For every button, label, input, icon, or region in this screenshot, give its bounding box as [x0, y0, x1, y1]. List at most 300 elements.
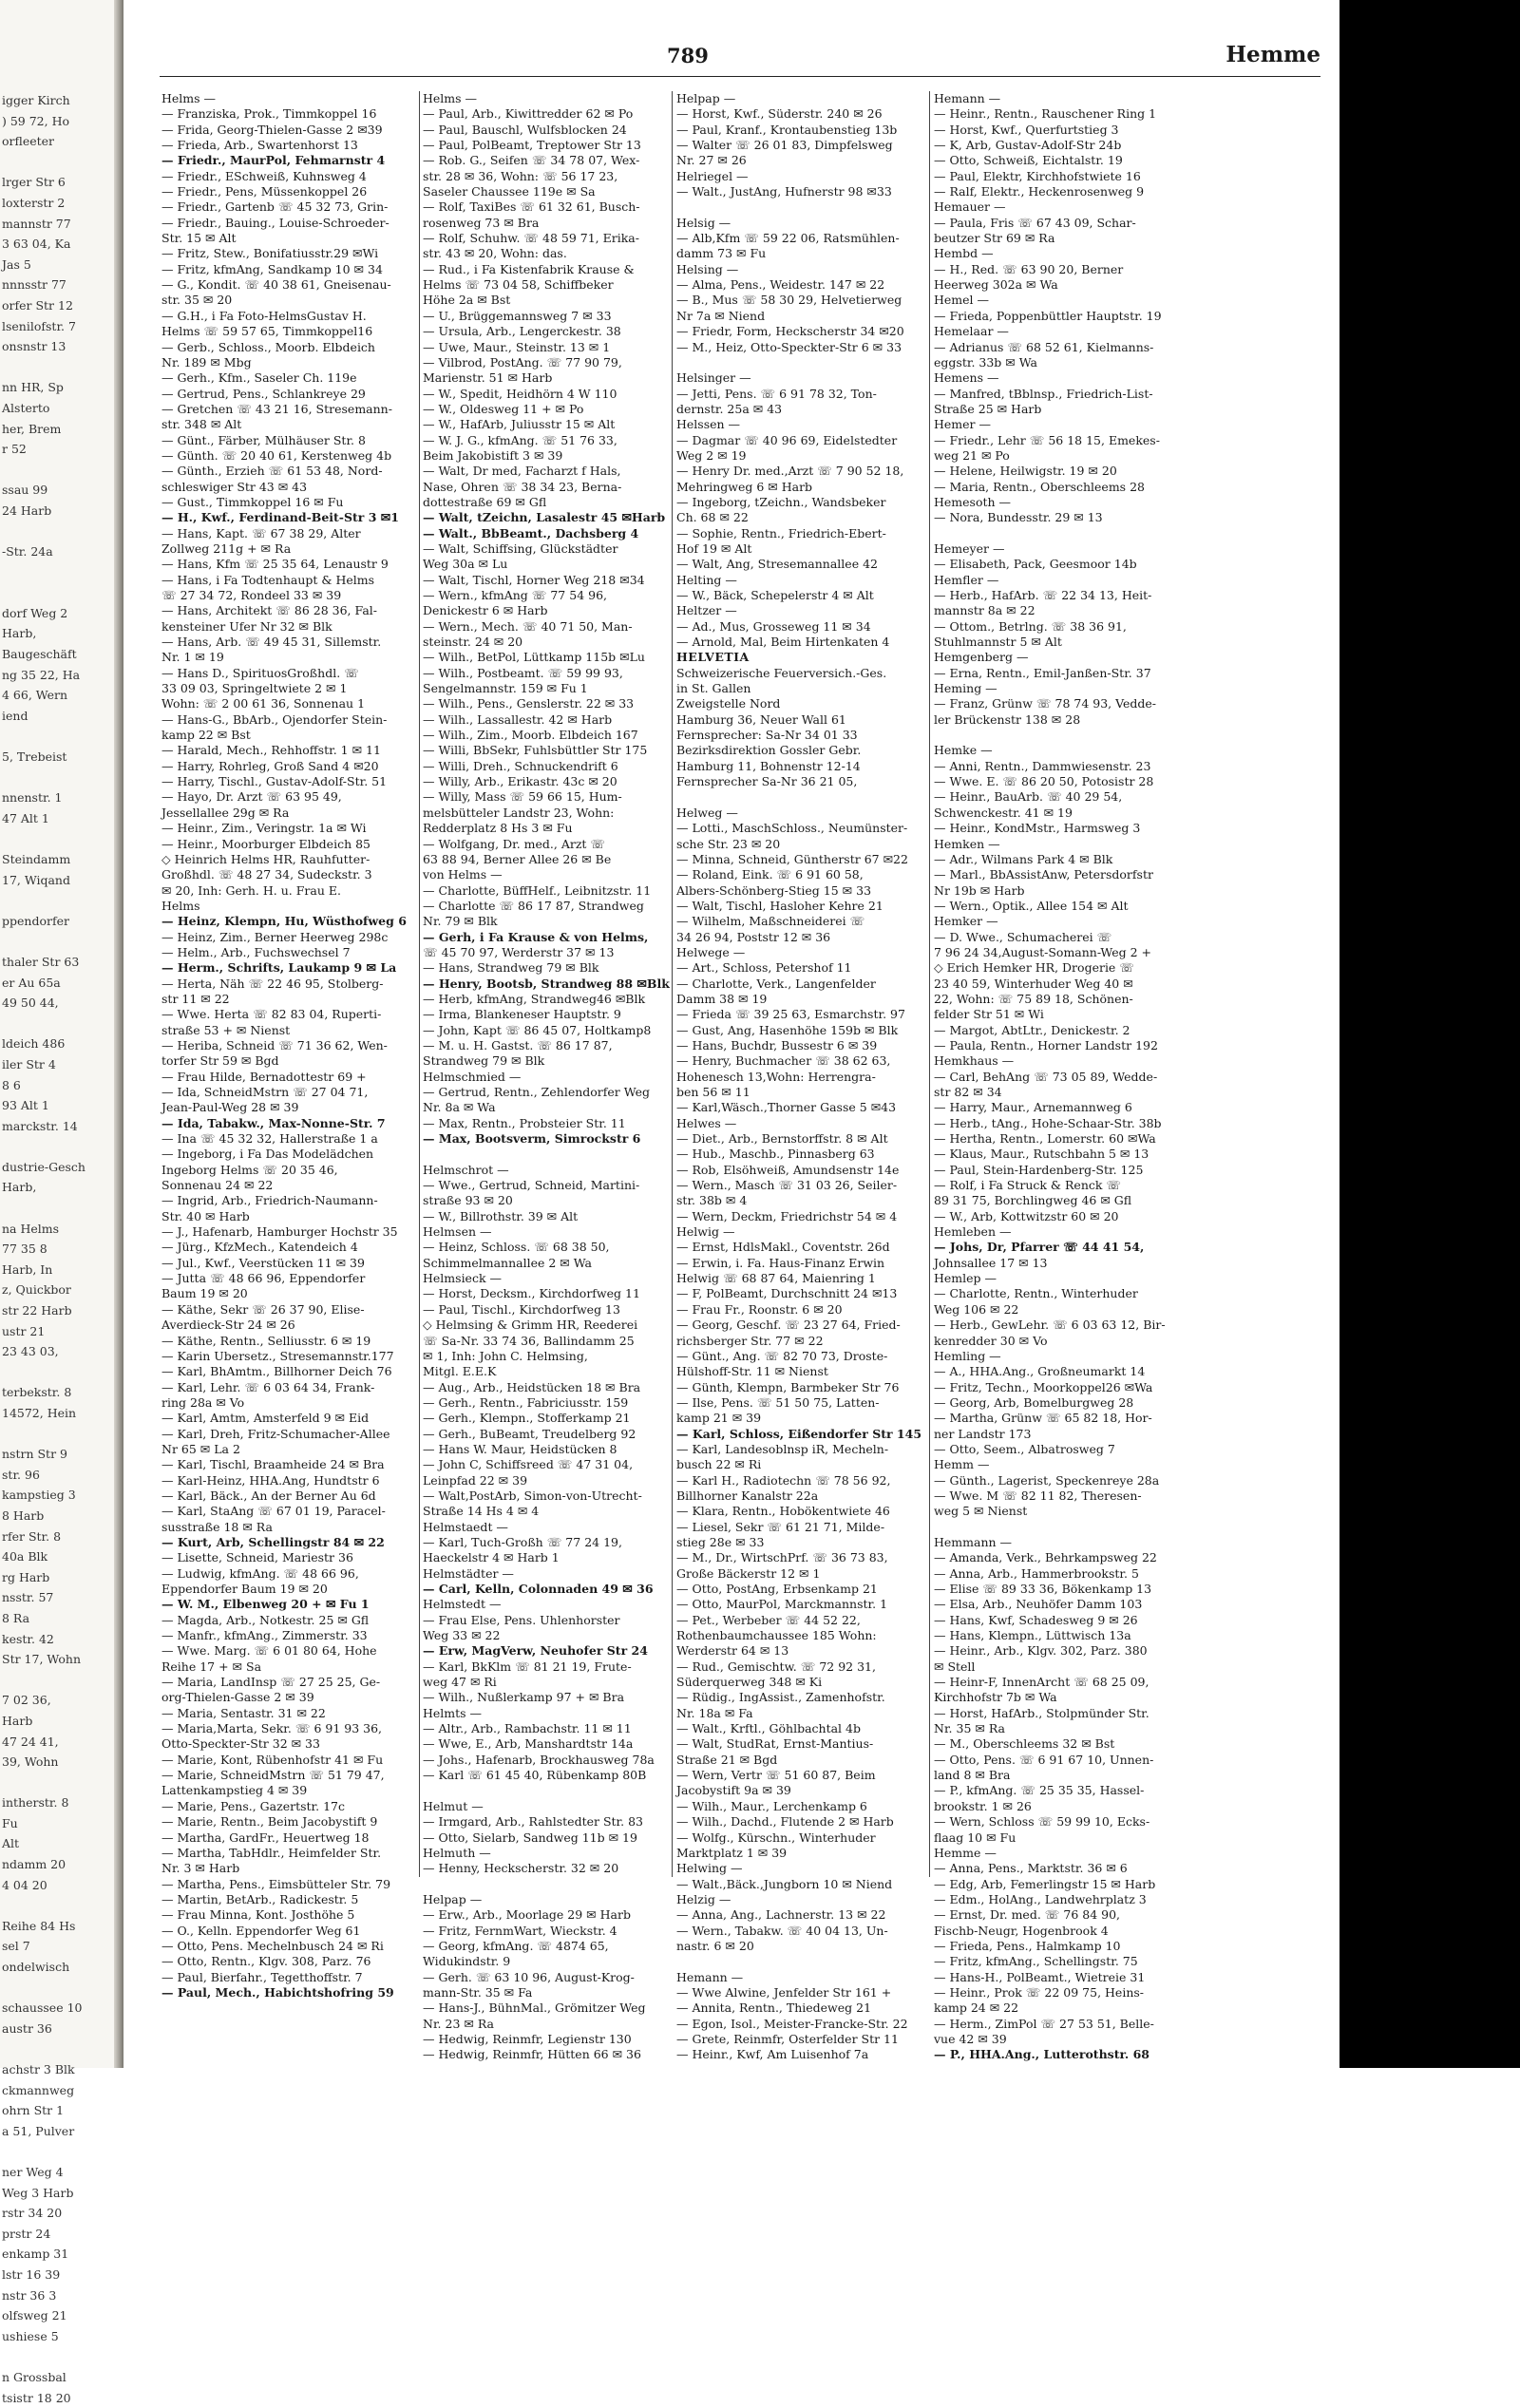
directory-entry: — Paula, Rentn., Horner Landstr 192: [934, 1038, 1183, 1053]
directory-entry: — Hans W. Maur, Heidstücken 8: [423, 1442, 668, 1457]
directory-entry: — Ludwig, kfmAng. ☏ 48 66 96,: [162, 1566, 416, 1582]
left-page-fragment: dustrie-Gesch: [2, 1157, 124, 1178]
directory-entry: Heming —: [934, 681, 1183, 696]
directory-entry: — Marie, Rentn., Beim Jacobystift 9: [162, 1814, 416, 1830]
directory-entry: — G.H., i Fa Foto-HelmsGustav H.: [162, 309, 416, 324]
directory-entry: — Wilh., Maur., Lerchenkamp 6: [676, 1799, 925, 1814]
directory-entry: — Anna, Pens., Marktstr. 36 ✉ 6: [934, 1861, 1183, 1876]
directory-entry: — Edm., HolAng., Landwehrplatz 3: [934, 1892, 1183, 1907]
directory-entry: schleswiger Str 43 ✉ 43: [162, 480, 416, 495]
directory-entry: Nr. 3 ✉ Harb: [162, 1861, 416, 1876]
directory-entry: Helzig —: [676, 1892, 925, 1907]
directory-entry: Straße 14 Hs 4 ✉ 4: [423, 1504, 668, 1519]
directory-entry: Hülshoff-Str. 11 ✉ Nienst: [676, 1364, 925, 1379]
directory-entry: — Walter ☏ 26 01 83, Dimpfelsweg: [676, 138, 925, 153]
directory-entry: felder Str 51 ✉ Wi: [934, 1007, 1183, 1022]
directory-entry: — Henny, Heckscherstr. 32 ✉ 20: [423, 1861, 668, 1876]
left-page-fragment: tsistr 18 20: [2, 2388, 124, 2408]
directory-entry: straße 53 + ✉ Nienst: [162, 1023, 416, 1038]
left-page-fragment: Alsterto: [2, 398, 124, 419]
left-page-fragment: nn HR, Sp: [2, 377, 124, 398]
left-page-fragment: 47 24 41,: [2, 1732, 124, 1753]
directory-entry: — Karl, Bäck., An der Berner Au 6d: [162, 1488, 416, 1504]
directory-entry: kamp 21 ✉ 39: [676, 1411, 925, 1426]
directory-entry: Helms —: [162, 91, 416, 106]
directory-entry: — Annita, Rentn., Thiedeweg 21: [676, 2000, 925, 2016]
directory-entry: — Charlotte, Rentn., Winterhuder: [934, 1286, 1183, 1301]
directory-entry: flaag 10 ✉ Fu: [934, 1830, 1183, 1846]
directory-entry: Zweigstelle Nord: [676, 696, 925, 711]
directory-entry: Rothenbaumchaussee 185 Wohn:: [676, 1628, 925, 1643]
left-page-fragment: ng 35 22, Ha: [2, 665, 124, 686]
directory-entry: — Karl, Tuch-Großh ☏ 77 24 19,: [423, 1535, 668, 1550]
directory-entry: — Gerh. ☏ 63 10 96, August-Krog-: [423, 1970, 668, 1985]
directory-entry: Nr. 79 ✉ Blk: [423, 914, 668, 929]
directory-entry: Helms —: [423, 91, 668, 106]
directory-entry: — Paul, Bauschl, Wulfsblocken 24: [423, 123, 668, 138]
left-page-fragment: [2, 1362, 124, 1383]
directory-entry: Werderstr 64 ✉ 13: [676, 1643, 925, 1659]
directory-entry: Große Bäckerstr 12 ✉ 1: [676, 1566, 925, 1582]
directory-entry: — Gertrud, Pens., Schlankreye 29: [162, 387, 416, 402]
directory-entry: — Irmgard, Arb., Rahlstedter Str. 83: [423, 1814, 668, 1830]
directory-entry: Str. 15 ✉ Alt: [162, 231, 416, 246]
column-divider: [672, 91, 673, 1877]
directory-entry: — Klaus, Maur., Rutschbahn 5 ✉ 13: [934, 1147, 1183, 1162]
directory-entry: melsbütteler Landstr 23, Wohn:: [423, 806, 668, 821]
left-page-fragment: schaussee 10: [2, 1998, 124, 2019]
directory-entry: HELVETIA: [676, 650, 925, 665]
directory-entry: von Helms —: [423, 867, 668, 882]
directory-entry: — Charlotte ☏ 86 17 87, Strandweg: [423, 899, 668, 914]
directory-entry: — Wilh., Lassallestr. 42 ✉ Harb: [423, 712, 668, 728]
directory-entry: Helms: [162, 899, 416, 914]
directory-entry: — Wern, Deckm, Friedrichstr 54 ✉ 4: [676, 1209, 925, 1224]
left-page-fragment: r 52: [2, 439, 124, 460]
left-page-fragment: achstr 3 Blk: [2, 2059, 124, 2080]
directory-entry: — Fritz, Techn., Moorkoppel26 ✉Wa: [934, 1380, 1183, 1395]
directory-entry: — Klara, Rentn., Hobökentwiete 46: [676, 1504, 925, 1519]
directory-entry: — Walt, Tischl, Hasloher Kehre 21: [676, 899, 925, 914]
left-page-fragment: marckstr. 14: [2, 1116, 124, 1137]
directory-entry: — Carl, Kelln, Colonnaden 49 ✉ 36: [423, 1582, 668, 1597]
directory-entry: — Martha, Pens., Eimsbütteler Str. 79: [162, 1877, 416, 1892]
directory-entry: Helwes —: [676, 1116, 925, 1131]
directory-entry: steinstr. 24 ✉ 20: [423, 635, 668, 650]
directory-entry: — Karin Ubersetz., Stresemannstr.177: [162, 1349, 416, 1364]
directory-entry: — Friedr., Gartenb ☏ 45 32 73, Grin-: [162, 199, 416, 215]
left-page-fragment: orfleeter: [2, 131, 124, 152]
running-head: Hemme: [1226, 42, 1320, 67]
directory-entry: — Franziska, Prok., Timmkoppel 16: [162, 106, 416, 122]
directory-entry: — Art., Schloss, Petershof 11: [676, 960, 925, 976]
directory-entry: — Karl, Tischl, Braamheide 24 ✉ Bra: [162, 1457, 416, 1472]
directory-entry: Helpap —: [423, 1892, 668, 1907]
directory-entry: Heltzer —: [676, 603, 925, 618]
directory-entry: 22, Wohn: ☏ 75 89 18, Schönen-: [934, 992, 1183, 1007]
directory-entry: — Otto, Pens. Mechelnbusch 24 ✉ Ri: [162, 1939, 416, 1954]
directory-entry: — Uwe, Maur., Steinstr. 13 ✉ 1: [423, 340, 668, 355]
directory-entry: Hemesoth —: [934, 495, 1183, 510]
left-page-fragment: 49 50 44,: [2, 993, 124, 1014]
directory-entry: weg 5 ✉ Nienst: [934, 1504, 1183, 1519]
directory-entry: 34 26 94, Poststr 12 ✉ 36: [676, 930, 925, 945]
column-divider: [929, 91, 930, 1877]
directory-entry: Mehringweg 6 ✉ Harb: [676, 480, 925, 495]
left-page-fragment: 93 Alt 1: [2, 1095, 124, 1116]
directory-entry: Billhorner Kanalstr 22a: [676, 1488, 925, 1504]
directory-entry: — W. M., Elbenweg 20 + ✉ Fu 1: [162, 1597, 416, 1612]
directory-entry: — Rob. G., Seifen ☏ 34 78 07, Wex-: [423, 153, 668, 168]
directory-entry: ring 28a ✉ Vo: [162, 1395, 416, 1411]
directory-entry: — Gust., Timmkoppel 16 ✉ Fu: [162, 495, 416, 510]
directory-entry: Hemelaar —: [934, 324, 1183, 339]
directory-entry: Widukindstr. 9: [423, 1954, 668, 1969]
directory-entry: Lattenkampstieg 4 ✉ 39: [162, 1783, 416, 1798]
left-page-fragment: 14572, Hein: [2, 1403, 124, 1424]
column-3: [676, 91, 925, 1877]
directory-entry: ner Landstr 173: [934, 1427, 1183, 1442]
directory-entry: — Hayo, Dr. Arzt ☏ 63 95 49,: [162, 789, 416, 805]
directory-entry: — Günth., Lagerist, Speckenreye 28a: [934, 1473, 1183, 1488]
directory-entry: — Frieda, Poppenbüttler Hauptstr. 19: [934, 309, 1183, 324]
directory-entry: — Walt., Krftl., Göhlbachtal 4b: [676, 1721, 925, 1736]
directory-entry: Fischb-Neugr, Hogenbrook 4: [934, 1924, 1183, 1939]
directory-entry: — Günt., Färber, Mülhäuser Str. 8: [162, 433, 416, 448]
directory-entry: Marienstr. 51 ✉ Harb: [423, 370, 668, 386]
left-page-fragment: 8 Ra: [2, 1608, 124, 1629]
directory-entry: — Franz, Grünw ☏ 78 74 93, Vedde-: [934, 696, 1183, 711]
directory-entry: Hemling —: [934, 1349, 1183, 1364]
left-page-fragment: er Au 65a: [2, 973, 124, 994]
directory-entry: — Willi, BbSekr, Fuhlsbüttler Str 175: [423, 743, 668, 758]
left-page-fragment: Harb,: [2, 623, 124, 644]
directory-entry: str 11 ✉ 22: [162, 992, 416, 1007]
directory-entry: — Marl., BbAssistAnw, Petersdorfstr: [934, 867, 1183, 882]
directory-entry: Hemfler —: [934, 573, 1183, 588]
directory-entry: — O., Kelln. Eppendorfer Weg 61: [162, 1924, 416, 1939]
left-page-fragment: z, Quickbor: [2, 1280, 124, 1300]
directory-entry: — Ottom., Betrlng. ☏ 38 36 91,: [934, 619, 1183, 635]
directory-entry: — Edg, Arb, Femerlingstr 15 ✉ Harb: [934, 1877, 1183, 1892]
directory-entry: — Ursula, Arb., Lengerckestr. 38: [423, 324, 668, 339]
left-page-fragment: [2, 768, 124, 788]
directory-entry: — Gust, Ang, Hasenhöhe 159b ✉ Blk: [676, 1023, 925, 1038]
directory-entry: Wohn: ☏ 2 00 61 36, Sonnenau 1: [162, 696, 416, 711]
directory-entry: Nr 7a ✉ Niend: [676, 309, 925, 324]
directory-entry: — W., Billrothstr. 39 ✉ Alt: [423, 1209, 668, 1224]
directory-entry: Helmts —: [423, 1706, 668, 1721]
directory-entry: — Ralf, Elektr., Heckenrosenweg 9: [934, 184, 1183, 199]
directory-entry: — Walt, Tischl, Horner Weg 218 ✉34: [423, 573, 668, 588]
left-page-fragment: ner Weg 4: [2, 2162, 124, 2183]
left-page-fragment: str. 96: [2, 1465, 124, 1486]
directory-entry: — Herb., GewLehr. ☏ 6 03 63 12, Bir-: [934, 1318, 1183, 1333]
directory-entry: Nr. 1 ✉ 19: [162, 650, 416, 665]
directory-entry: — Adrianus ☏ 68 52 61, Kielmanns-: [934, 340, 1183, 355]
directory-entry: — Ilse, Pens. ☏ 51 50 75, Latten-: [676, 1395, 925, 1411]
left-page-fragment: rfer Str. 8: [2, 1526, 124, 1547]
directory-entry: — Gretchen ☏ 43 21 16, Stresemann-: [162, 402, 416, 417]
left-page-fragment: 8 Harb: [2, 1506, 124, 1526]
directory-entry: kamp 22 ✉ Bst: [162, 728, 416, 743]
directory-entry: Helmstädter —: [423, 1566, 668, 1582]
directory-entry: 33 09 03, Springeltwiete 2 ✉ 1: [162, 681, 416, 696]
directory-entry: — M., Heiz, Otto-Speckter-Str 6 ✉ 33: [676, 340, 925, 355]
directory-entry: — Walt.,Bäck.,Jungborn 10 ✉ Niend: [676, 1877, 925, 1892]
directory-entry: — Rud., i Fa Kistenfabrik Krause &: [423, 262, 668, 277]
directory-entry: ler Brückenstr 138 ✉ 28: [934, 712, 1183, 728]
directory-entry: — Hans D., SpirituosGroßhdl. ☏: [162, 666, 416, 681]
directory-entry: — Karl, Schloss, Eißendorfer Str 145: [676, 1427, 925, 1442]
directory-entry: — P., kfmAng. ☏ 25 35 35, Hassel-: [934, 1783, 1183, 1798]
left-page-fragment: Baugeschäft: [2, 644, 124, 665]
directory-entry: — Johs., Hafenarb, Brockhausweg 78a: [423, 1753, 668, 1768]
directory-entry: Kirchhofstr 7b ✉ Wa: [934, 1690, 1183, 1705]
directory-entry: kensteiner Ufer Nr 32 ✉ Blk: [162, 619, 416, 635]
directory-entry: — Alb,Kfm ☏ 59 22 06, Ratsmühlen-: [676, 231, 925, 246]
directory-entry: beutzer Str 69 ✉ Ra: [934, 231, 1183, 246]
directory-entry: — Ad., Mus, Grosseweg 11 ✉ 34: [676, 619, 925, 635]
directory-entry: — Paul, Tischl., Kirchdorfweg 13: [423, 1302, 668, 1318]
directory-entry: — Paula, Fris ☏ 67 43 09, Schar-: [934, 216, 1183, 231]
directory-entry: — Rolf, TaxiBes ☏ 61 32 61, Busch-: [423, 199, 668, 215]
directory-entry: — Fritz, kfmAng, Sandkamp 10 ✉ 34: [162, 262, 416, 277]
directory-entry: busch 22 ✉ Ri: [676, 1457, 925, 1472]
left-page-fragment: nstr 36 3: [2, 2285, 124, 2306]
column-divider: [419, 91, 420, 1877]
directory-entry: Höhe 2a ✉ Bst: [423, 293, 668, 308]
directory-entry: — John, Kapt ☏ 86 45 07, Holtkamp8: [423, 1023, 668, 1038]
directory-entry: — Wilh., Postbeamt. ☏ 59 99 93,: [423, 666, 668, 681]
directory-entry: — Harry, Tischl., Gustav-Adolf-Str. 51: [162, 774, 416, 789]
page-number: 789: [667, 44, 709, 67]
directory-entry: Hemgenberg —: [934, 650, 1183, 665]
directory-entry: ☏ Sa-Nr. 33 74 36, Ballindamm 25: [423, 1334, 668, 1349]
directory-entry: Hof 19 ✉ Alt: [676, 541, 925, 557]
directory-entry: — Ingeborg, tZeichn., Wandsbeker: [676, 495, 925, 510]
directory-entry: Jean-Paul-Weg 28 ✉ 39: [162, 1100, 416, 1115]
left-page-fragment: [2, 1424, 124, 1445]
directory-entry: Hemeyer —: [934, 541, 1183, 557]
directory-entry: ✉ Stell: [934, 1659, 1183, 1675]
left-page-fragment: Harb, In: [2, 1260, 124, 1280]
directory-entry: — Walt, tZeichn, Lasalestr 45 ✉Harb: [423, 510, 668, 525]
directory-entry: Nr 19b ✉ Harb: [934, 883, 1183, 899]
directory-entry: str. 348 ✉ Alt: [162, 417, 416, 432]
directory-entry: — Marie, Pens., Gazertstr. 17c: [162, 1799, 416, 1814]
directory-entry: — Erwin, i. Fa. Haus-Finanz Erwin: [676, 1256, 925, 1271]
directory-entry: — J., Hafenarb, Hamburger Hochstr 35: [162, 1224, 416, 1240]
directory-entry: Helting —: [676, 573, 925, 588]
directory-entry: torfer Str 59 ✉ Bgd: [162, 1053, 416, 1069]
column-1: [162, 91, 416, 1877]
directory-entry: — Karl, Dreh, Fritz-Schumacher-Allee: [162, 1427, 416, 1442]
left-page-fragment: lstr 16 39: [2, 2265, 124, 2285]
directory-entry: — Karl, Landesoblnsp iR, Mecheln-: [676, 1442, 925, 1457]
directory-entry: — Paul, Elektr, Kirchhofstwiete 16: [934, 169, 1183, 184]
left-page-fragment: thaler Str 63: [2, 952, 124, 973]
directory-entry: — Otto, MaurPol, Marckmannstr. 1: [676, 1597, 925, 1612]
directory-entry: — Marie, SchneidMstrn ☏ 51 79 47,: [162, 1768, 416, 1783]
directory-entry: Averdieck-Str 24 ✉ 26: [162, 1318, 416, 1333]
directory-entry: — Jutta ☏ 48 66 96, Eppendorfer: [162, 1271, 416, 1286]
directory-entry: — Horst, Kwf., Querfurtstieg 3: [934, 123, 1183, 138]
directory-entry: org-Thielen-Gasse 2 ✉ 39: [162, 1690, 416, 1705]
directory-entry: — Henry, Bootsb, Strandweg 88 ✉Blk: [423, 976, 668, 992]
left-page-fragment: ldeich 486: [2, 1033, 124, 1054]
directory-entry: Weg 33 ✉ 22: [423, 1628, 668, 1643]
left-page-fragment: 47 Alt 1: [2, 808, 124, 829]
directory-entry: Nase, Ohren ☏ 38 34 23, Berna-: [423, 480, 668, 495]
directory-entry: — Margot, AbtLtr., Denickestr. 2: [934, 1023, 1183, 1038]
directory-entry: — K, Arb, Gustav-Adolf-Str 24b: [934, 138, 1183, 153]
directory-entry: — Gerh., BuBeamt, Treudelberg 92: [423, 1427, 668, 1442]
directory-entry: — Wwe, E., Arb, Manshardtstr 14a: [423, 1736, 668, 1752]
directory-entry: — Otto, PostAng, Erbsenkamp 21: [676, 1582, 925, 1597]
directory-entry: Str. 40 ✉ Harb: [162, 1209, 416, 1224]
left-page-fragment: Reihe 84 Hs: [2, 1916, 124, 1937]
directory-entry: — Carl, BehAng ☏ 73 05 89, Wedde-: [934, 1070, 1183, 1085]
left-page-fragment: 5, Trebeist: [2, 747, 124, 768]
directory-entry: kamp 24 ✉ 22: [934, 2000, 1183, 2016]
left-page-fragment: 39, Wohn: [2, 1752, 124, 1773]
directory-entry: straße 93 ✉ 20: [423, 1193, 668, 1208]
directory-entry: Großhdl. ☏ 48 27 34, Sudeckstr. 3: [162, 867, 416, 882]
left-page-fragment: Harb: [2, 1711, 124, 1732]
directory-entry: — Hans, Arb. ☏ 49 45 31, Sillemstr.: [162, 635, 416, 650]
directory-entry: Leinpfad 22 ✉ 39: [423, 1473, 668, 1488]
directory-entry: — M., Oberschleems 32 ✉ Bst: [934, 1736, 1183, 1752]
directory-entry: — Paul, Bierfahr., Tegetthoffstr. 7: [162, 1970, 416, 1985]
directory-entry: — Anna, Ang., Lachnerstr. 13 ✉ 22: [676, 1907, 925, 1923]
directory-entry: — Wern., Tabakw. ☏ 40 04 13, Un-: [676, 1924, 925, 1939]
directory-entry: — Paul, Kranf., Krontaubenstieg 13b: [676, 123, 925, 138]
directory-entry: Ingeborg Helms ☏ 20 35 46,: [162, 1163, 416, 1178]
left-page-fragment: iend: [2, 706, 124, 727]
directory-entry: — Marie, Kont, Rübenhofstr 41 ✉ Fu: [162, 1753, 416, 1768]
left-page-fragment: her, Brem: [2, 419, 124, 440]
directory-entry: str 82 ✉ 34: [934, 1085, 1183, 1100]
directory-entry: — Martha, Grünw ☏ 65 82 18, Hor-: [934, 1411, 1183, 1426]
directory-entry: Helsing —: [676, 262, 925, 277]
directory-entry: Nr 65 ✉ La 2: [162, 1442, 416, 1457]
directory-entry: 7 96 24 34,August-Somann-Weg 2 +: [934, 945, 1183, 960]
directory-entry: — Hans, i Fa Todtenhaupt & Helms: [162, 573, 416, 588]
left-page-fragment: ndamm 20: [2, 1854, 124, 1875]
directory-entry: Heerweg 302a ✉ Wa: [934, 277, 1183, 293]
directory-entry: — Hans, Kwf, Schadesweg 9 ✉ 26: [934, 1613, 1183, 1628]
directory-entry: [423, 1877, 668, 1892]
directory-entry: — Ingrid, Arb., Friedrich-Naumann-: [162, 1193, 416, 1208]
directory-entry: — Wwe., Gertrud, Schneid, Martini-: [423, 1178, 668, 1193]
directory-entry: — Wwe. M ☏ 82 11 82, Theresen-: [934, 1488, 1183, 1504]
left-page-fragment: [2, 1978, 124, 1999]
directory-entry: — Otto, Rentn., Klgv. 308, Parz. 76: [162, 1954, 416, 1969]
directory-entry: Damm 38 ✉ 19: [676, 992, 925, 1007]
directory-entry: — Anni, Rentn., Dammwiesenstr. 23: [934, 759, 1183, 774]
directory-entry: — Rolf, i Fa Struck & Renck ☏: [934, 1178, 1183, 1193]
directory-entry: — Gertrud, Rentn., Zehlendorfer Weg: [423, 1085, 668, 1100]
directory-entry: Helms ☏ 59 57 65, Timmkoppel16: [162, 324, 416, 339]
directory-entry: — Herm., ZimPol ☏ 27 53 51, Belle-: [934, 2017, 1183, 2032]
directory-entry: — Wwe Alwine, Jenfelder Str 161 +: [676, 1985, 925, 2000]
directory-entry: Helwig —: [676, 1224, 925, 1240]
directory-entry: — Karl H., Radiotechn ☏ 78 56 92,: [676, 1473, 925, 1488]
directory-entry: Helmstaedt —: [423, 1520, 668, 1535]
left-page-fragment: Fu: [2, 1813, 124, 1834]
directory-entry: Nr. 23 ✉ Ra: [423, 2017, 668, 2032]
directory-entry: Saseler Chaussee 119e ✉ Sa: [423, 184, 668, 199]
left-page-fragment: ushiese 5: [2, 2326, 124, 2347]
directory-entry: — Karl, Amtm, Amsterfeld 9 ✉ Eid: [162, 1411, 416, 1426]
directory-entry: — Wern, Vertr ☏ 51 60 87, Beim: [676, 1768, 925, 1783]
left-page-fragment: [2, 828, 124, 849]
directory-entry: str. 38b ✉ 4: [676, 1193, 925, 1208]
directory-entry: — H., Red. ☏ 63 90 20, Berner: [934, 262, 1183, 277]
directory-entry: — Frau Fr., Roonstr. 6 ✉ 20: [676, 1302, 925, 1318]
left-page-fragment: austr 36: [2, 2019, 124, 2039]
directory-entry: — Fritz, FernmWart, Wieckstr. 4: [423, 1924, 668, 1939]
directory-entry: — Diet., Arb., Bernstorffstr. 8 ✉ Alt: [676, 1131, 925, 1147]
directory-entry: Hemauer —: [934, 199, 1183, 215]
directory-entry: Straße 21 ✉ Bgd: [676, 1753, 925, 1768]
directory-entry: — Friedr., Lehr ☏ 56 18 15, Emekes-: [934, 433, 1183, 448]
directory-entry: — W., Arb, Kottwitzstr 60 ✉ 20: [934, 1209, 1183, 1224]
directory-entry: — Wolfg., Kürschn., Winterhuder: [676, 1830, 925, 1846]
directory-entry: Hohenesch 13,Wohn: Herrengra-: [676, 1070, 925, 1085]
left-page-fragment: 4 66, Wern: [2, 685, 124, 706]
directory-entry: str. 35 ✉ 20: [162, 293, 416, 308]
directory-entry: Hemm —: [934, 1457, 1183, 1472]
left-page-fragment: [2, 1014, 124, 1034]
directory-entry: Hemel —: [934, 293, 1183, 308]
directory-entry: — Heinr., KondMstr., Harmsweg 3: [934, 821, 1183, 836]
left-page-fragment: nnnsstr 77: [2, 275, 124, 295]
directory-entry: — Karl, StaAng ☏ 67 01 19, Paracel-: [162, 1504, 416, 1519]
directory-entry: — Hans, Kapt. ☏ 67 38 29, Alter: [162, 526, 416, 541]
directory-entry: — Nora, Bundesstr. 29 ✉ 13: [934, 510, 1183, 525]
directory-entry: — Frieda ☏ 39 25 63, Esmarchstr. 97: [676, 1007, 925, 1022]
directory-entry: — Heinr-F, InnenArcht ☏ 68 25 09,: [934, 1675, 1183, 1690]
directory-entry: Redderplatz 8 Hs 3 ✉ Fu: [423, 821, 668, 836]
directory-entry: nastr. 6 ✉ 20: [676, 1939, 925, 1954]
left-page-fragment: [2, 357, 124, 378]
directory-entry: Hemann —: [676, 1970, 925, 1985]
directory-entry: Hemken —: [934, 837, 1183, 852]
left-page-fragment: ssau 99: [2, 480, 124, 501]
directory-entry: Helmuth —: [423, 1846, 668, 1861]
directory-entry: kenredder 30 ✉ Vo: [934, 1334, 1183, 1349]
directory-entry: Ch. 68 ✉ 22: [676, 510, 925, 525]
directory-entry: — Friedr., Pens, Müssenkoppel 26: [162, 184, 416, 199]
directory-entry: — Georg, Geschf. ☏ 23 27 64, Fried-: [676, 1318, 925, 1333]
directory-entry: — Heinr., Kwf, Am Luisenhof 7a: [676, 2047, 925, 2062]
left-page-fragment: 17, Wiqand: [2, 870, 124, 891]
directory-entry: — Rud., Gemischtw. ☏ 72 92 31,: [676, 1659, 925, 1675]
directory-entry: — Maria, LandInsp ☏ 27 25 25, Ge-: [162, 1675, 416, 1690]
directory-entry: — Harry, Maur., Arnemannweg 6: [934, 1100, 1183, 1115]
directory-entry: — Aug., Arb., Heidstücken 18 ✉ Bra: [423, 1380, 668, 1395]
directory-entry: — Ina ☏ 45 32 32, Hallerstraße 1 a: [162, 1131, 416, 1147]
directory-entry: — Hans, Klempn., Lüttwisch 13a: [934, 1628, 1183, 1643]
directory-entry: — Walt., BbBeamt., Dachsberg 4: [423, 526, 668, 541]
directory-entry: — Wwe. Marg. ☏ 6 01 80 64, Hohe: [162, 1643, 416, 1659]
directory-entry: — G., Kondit. ☏ 40 38 61, Gneisenau-: [162, 277, 416, 293]
directory-entry: Nr. 27 ✉ 26: [676, 153, 925, 168]
directory-entry: — Anna, Arb., Hammerbrookstr. 5: [934, 1566, 1183, 1582]
directory-entry: — Horst, HafArb., Stolpmünder Str.: [934, 1706, 1183, 1721]
